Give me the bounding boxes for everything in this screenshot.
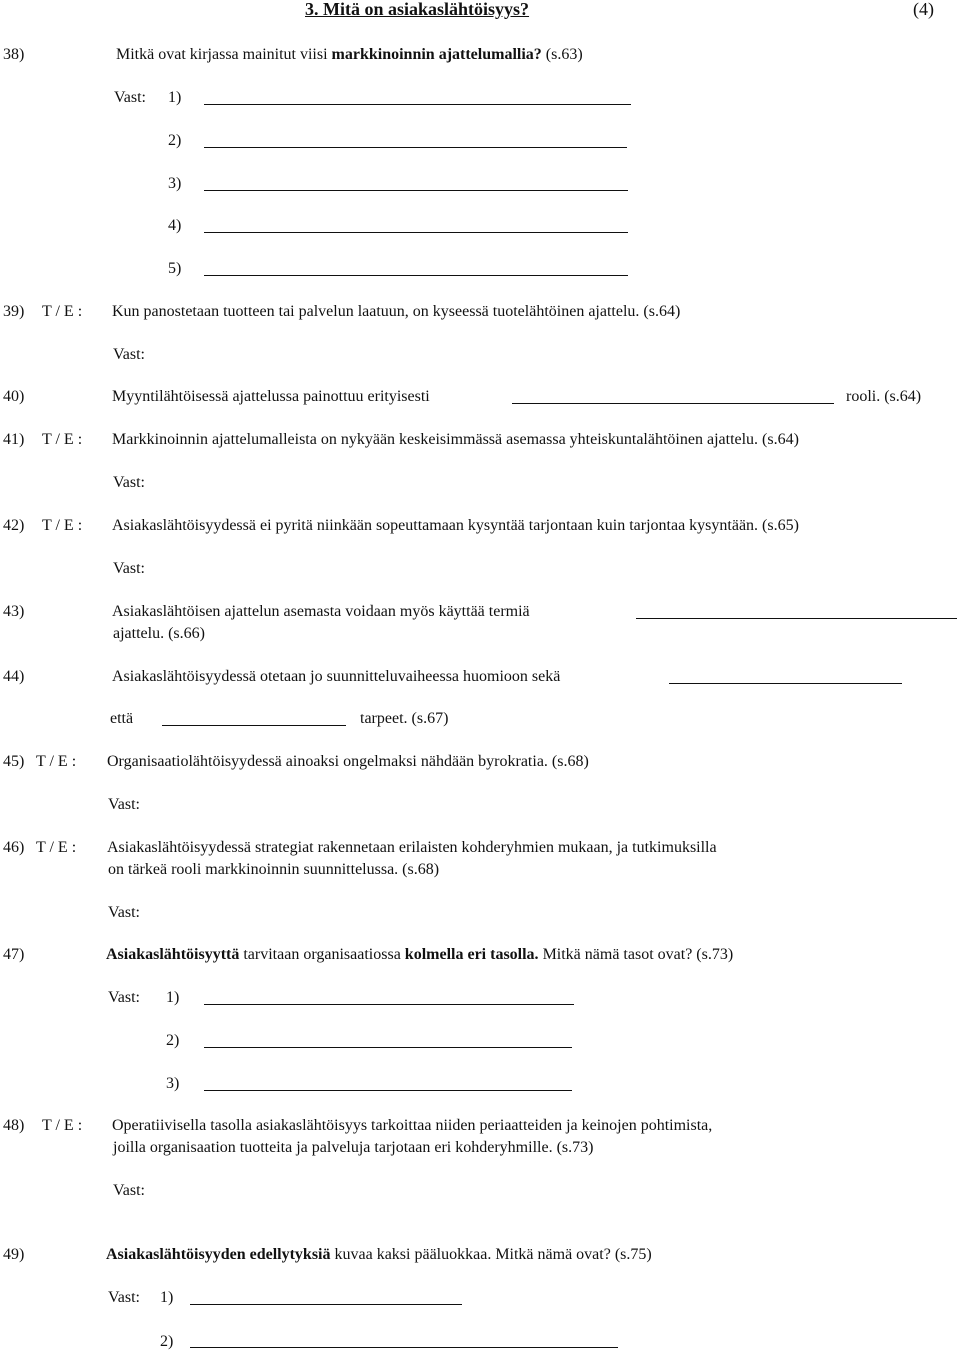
- section-points: (4): [913, 0, 934, 19]
- q46-true-false-tag: T / E :: [36, 839, 77, 856]
- section-title: 3. Mitä on asiakaslähtöisyys?: [305, 0, 530, 19]
- q38-answer-line-3[interactable]: [204, 190, 628, 191]
- q47-answer-line-1[interactable]: [204, 1004, 574, 1005]
- q48-answer-label[interactable]: Vast:: [113, 1182, 145, 1199]
- q44-text-line-2-post: tarpeet. (s.67): [360, 710, 449, 727]
- q43-number: 43): [3, 603, 25, 620]
- q47-question: [106, 947, 733, 963]
- q39-answer-label[interactable]: Vast:: [113, 346, 145, 363]
- q44-text-line-1: Asiakaslähtöisyydessä otetaan jo suunnitteluvaiheessa huomioon sekä: [112, 668, 561, 685]
- q44-text-line-2-pre: että: [110, 710, 134, 727]
- q41-true-false-tag: T / E :: [42, 431, 83, 448]
- q47-bold-text-2: kolmella eri tasolla.: [404, 946, 539, 963]
- q49-item-2: 2): [160, 1333, 174, 1350]
- q45-number: 45): [3, 753, 25, 770]
- q38-answer-line-2[interactable]: [204, 147, 627, 148]
- q38-answer-line-5[interactable]: [204, 275, 628, 276]
- q38-text: Mitkä ovat kirjassa mainitut viisi: [116, 46, 332, 63]
- q38-item-3: 3): [168, 175, 182, 192]
- q44-blank-line-2[interactable]: [162, 725, 346, 726]
- q43-text-line-1: Asiakaslähtöisen ajattelun asemasta voidaan myös käyttää termiä: [112, 603, 530, 620]
- q40-blank-line[interactable]: [512, 403, 834, 404]
- q47-text: tarvitaan organisaatiossa: [239, 946, 405, 963]
- q42-true-false-tag: T / E :: [42, 517, 83, 534]
- q38-answer-label: Vast:: [114, 89, 146, 106]
- q48-text-line-2: joilla organisaation tuotteita ja palveluja tarjotaan eri kohderyhmille. (s.73): [113, 1139, 594, 1156]
- q49-question: [106, 1247, 652, 1263]
- q48-true-false-tag: T / E :: [42, 1117, 83, 1134]
- q47-page-ref: Mitkä nämä tasot ovat? (s.73): [538, 946, 734, 963]
- q46-text-line-1: Asiakaslähtöisyydessä strategiat rakennetaan erilaisten kohderyhmien mukaan, ja tutkimuksilla: [107, 839, 717, 856]
- q38-answer-line-4[interactable]: [204, 232, 628, 233]
- q41-answer-label[interactable]: Vast:: [113, 474, 145, 491]
- q39-number: 39): [3, 303, 25, 320]
- q49-answer-label: Vast:: [108, 1289, 140, 1306]
- q45-answer-label[interactable]: Vast:: [108, 796, 140, 813]
- q38-answer-line-1[interactable]: [204, 104, 631, 105]
- q42-number: 42): [3, 517, 25, 534]
- q49-text: kuvaa kaksi pääluokkaa. Mitkä nämä ovat? (s.75): [330, 1246, 652, 1263]
- q39-text: Kun panostetaan tuotteen tai palvelun laatuun, on kyseessä tuotelähtöinen ajattelu. (s.64): [112, 303, 681, 320]
- q48-text-line-1: Operatiivisella tasolla asiakaslähtöisyys tarkoittaa niiden periaatteiden ja keinojen pohtimista,: [112, 1117, 713, 1134]
- q41-text: Markkinoinnin ajattelumalleista on nykyään keskeisimmässä asemassa yhteiskuntalähtöinen ajattelu. (s.64): [112, 431, 799, 448]
- q43-text-line-2: ajattelu. (s.66): [113, 625, 205, 642]
- q38-bold-text: markkinoinnin ajattelumallia?: [331, 46, 542, 63]
- q43-blank-line[interactable]: [636, 618, 957, 619]
- q49-bold-text: Asiakaslähtöisyyden edellytyksiä: [106, 1246, 331, 1263]
- q41-number: 41): [3, 431, 25, 448]
- q38-question: [116, 47, 583, 63]
- q47-item-1: 1): [166, 989, 180, 1006]
- q47-answer-line-3[interactable]: [204, 1090, 572, 1091]
- q42-answer-label[interactable]: Vast:: [113, 560, 145, 577]
- q46-answer-label[interactable]: Vast:: [108, 904, 140, 921]
- q47-bold-text-1: Asiakaslähtöisyyttä: [106, 946, 240, 963]
- q38-item-2: 2): [168, 132, 182, 149]
- q48-number: 48): [3, 1117, 25, 1134]
- q47-answer-line-2[interactable]: [204, 1047, 572, 1048]
- q45-text: Organisaatiolähtöisyydessä ainoaksi ongelmaksi nähdään byrokratia. (s.68): [107, 753, 589, 770]
- q40-number: 40): [3, 388, 25, 405]
- q40-end-text: rooli. (s.64): [846, 388, 922, 405]
- q39-true-false-tag: T / E :: [42, 303, 83, 320]
- q47-item-3: 3): [166, 1075, 180, 1092]
- q38-number: 38): [3, 46, 25, 63]
- q44-number: 44): [3, 668, 25, 685]
- q38-page-ref: (s.63): [541, 46, 583, 63]
- q47-number: 47): [3, 946, 25, 963]
- q46-number: 46): [3, 839, 25, 856]
- q38-item-1: 1): [168, 89, 182, 106]
- q49-answer-line-2[interactable]: [190, 1347, 618, 1348]
- q47-answer-label: Vast:: [108, 989, 140, 1006]
- q38-item-4: 4): [168, 217, 182, 234]
- q42-text: Asiakaslähtöisyydessä ei pyritä niinkään sopeuttamaan kysyntää tarjontaan kuin tarjontaa kysyntään. (s.65): [112, 517, 799, 534]
- q49-number: 49): [3, 1246, 25, 1263]
- q49-item-1: 1): [160, 1289, 174, 1306]
- q47-item-2: 2): [166, 1032, 180, 1049]
- q49-answer-line-1[interactable]: [190, 1304, 462, 1305]
- q46-text-line-2: on tärkeä rooli markkinoinnin suunnittelussa. (s.68): [108, 861, 440, 878]
- q38-item-5: 5): [168, 260, 182, 277]
- q44-blank-line-1[interactable]: [669, 683, 902, 684]
- q45-true-false-tag: T / E :: [36, 753, 77, 770]
- q40-text: Myyntilähtöisessä ajattelussa painottuu erityisesti: [112, 388, 430, 405]
